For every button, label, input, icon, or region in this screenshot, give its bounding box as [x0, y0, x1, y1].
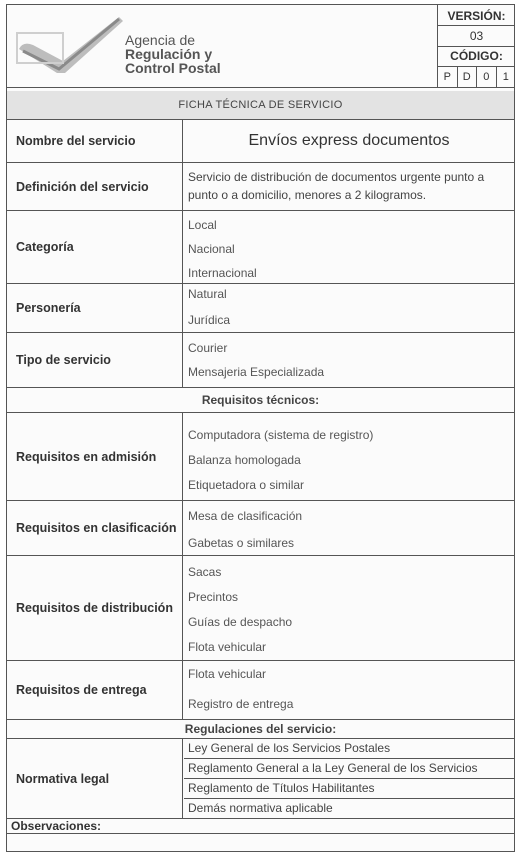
personeria-label: Personería — [7, 284, 183, 332]
category-item: Internacional — [188, 266, 257, 280]
document-header — [7, 5, 514, 88]
agency-logo — [15, 11, 235, 81]
code-char: D — [458, 67, 478, 87]
row-admission — [7, 413, 514, 501]
technical-requirements-heading: Requisitos técnicos: — [7, 388, 514, 413]
classification-label: Requisitos en clasificación — [7, 501, 183, 555]
version-code-box — [437, 5, 515, 87]
service-type-item: Mensajeria Especializada — [188, 365, 325, 379]
category-item: Nacional — [188, 242, 235, 256]
definition-text: Servicio de distribución de documentos urgente punto a punto o a domicilio, menores a 2 kilogramos. — [188, 170, 485, 202]
observations-field — [7, 834, 514, 851]
definition-label: Definición del servicio — [7, 163, 183, 210]
personeria-item: Natural — [188, 287, 227, 301]
service-type-label: Tipo de servicio — [7, 333, 183, 387]
legal-item: Reglamento General a la Ley General de los Servicios — [184, 759, 514, 779]
personeria-item: Jurídica — [188, 313, 231, 327]
row-distribution — [7, 556, 514, 661]
delivery-item: Registro de entrega — [188, 697, 294, 711]
admission-item: Balanza homologada — [188, 453, 301, 467]
delivery-item: Flota vehicular — [188, 667, 267, 681]
agency-name-line3: Control Postal — [125, 60, 221, 76]
distribution-item: Guías de despacho — [188, 615, 293, 629]
version-value: 03 — [438, 26, 515, 47]
admission-item: Etiquetadora o similar — [188, 478, 305, 492]
observations-label: Observaciones: — [11, 819, 102, 833]
row-category — [7, 211, 514, 284]
distribution-item: Sacas — [188, 565, 222, 579]
service-name-value: Envíos express documentos — [248, 132, 450, 149]
code-char: 1 — [502, 71, 509, 83]
row-classification — [7, 501, 514, 556]
row-definition — [7, 163, 514, 211]
row-delivery — [7, 661, 514, 720]
code-char: P — [438, 67, 458, 87]
category-label: Categoría — [7, 211, 183, 283]
code-label: CÓDIGO: — [438, 47, 515, 67]
classification-item: Mesa de clasificación — [188, 509, 303, 523]
legal-item: Ley General de los Servicios Postales — [184, 739, 514, 759]
row-legal — [7, 739, 514, 819]
distribution-item: Precintos — [188, 590, 239, 604]
version-label: VERSIÓN: — [438, 7, 515, 26]
delivery-label: Requisitos de entrega — [7, 661, 183, 719]
document-sheet — [6, 4, 515, 852]
legal-item: Reglamento de Títulos Habilitantes — [184, 779, 514, 799]
distribution-item: Flota vehicular — [188, 640, 267, 654]
row-service-name — [7, 120, 514, 163]
checkmark-logo-icon — [15, 11, 125, 81]
category-item: Local — [188, 218, 217, 232]
agency-name-line2: Regulación y — [125, 46, 213, 62]
legal-label: Normativa legal — [7, 739, 183, 818]
code-characters — [438, 67, 515, 87]
admission-item: Computadora (sistema de registro) — [188, 428, 374, 442]
classification-item: Gabetas o similares — [188, 536, 295, 550]
service-name-label: Nombre del servicio — [7, 120, 183, 162]
row-personeria — [7, 284, 514, 333]
agency-name-line1: Agencia de — [125, 32, 196, 48]
service-type-item: Courier — [188, 341, 228, 355]
row-service-type — [7, 333, 514, 388]
form-title: FICHA TÉCNICA DE SERVICIO — [7, 91, 514, 120]
code-char: 0 — [477, 67, 497, 87]
legal-item: Demás normativa aplicable — [188, 801, 333, 815]
form-frame — [6, 4, 515, 852]
admission-label: Requisitos en admisión — [7, 413, 183, 500]
regulations-heading: Regulaciones del servicio: — [7, 720, 514, 739]
agency-name — [125, 33, 221, 75]
row-observations — [7, 819, 514, 834]
distribution-label: Requisitos de distribución — [7, 556, 183, 660]
